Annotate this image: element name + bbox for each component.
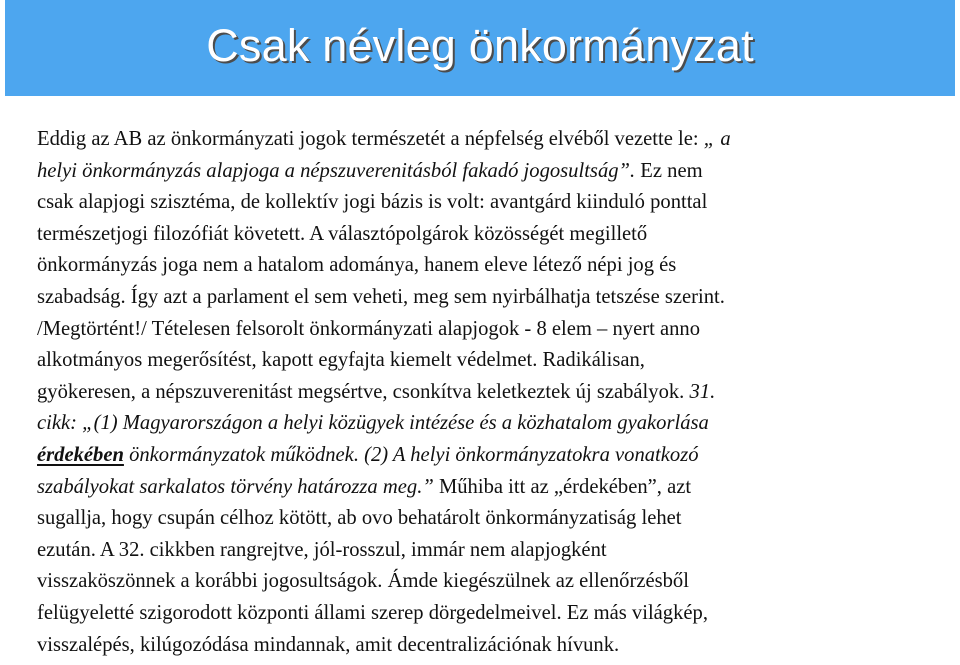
body-line <box>37 440 937 472</box>
body-line <box>37 566 937 598</box>
body-line <box>37 472 937 504</box>
body-text-segment: csak alapjogi szisztéma, de kollektív jogi bázis is volt: avantgárd kiinduló ponttal <box>37 191 708 214</box>
body-text-segment: Eddig az AB az önkormányzati jogok természetét a népfelség elvéből vezette le: <box>37 128 704 150</box>
body-text-segment: visszaköszönnek a korábbi jogosultságok. Ámde kiegészülnek az ellenőrzésből <box>37 570 689 593</box>
body-line <box>37 503 937 535</box>
body-text-segment: természetjogi filozófiát követett. A választópolgárok közösségét megillető <box>37 222 648 245</box>
body-line <box>37 282 937 314</box>
body-text-emphasis: 31. <box>689 380 716 403</box>
body-line <box>37 630 937 662</box>
body-text-segment: visszalépés, kilúgozódása mindannak, amit decentralizációnak hívunk. <box>37 633 620 656</box>
body-text-segment: felügyeletté szigorodott központi állami szerep dörgedelmeivel. Ez más világkép, <box>37 601 708 624</box>
body-text-emphasis: szabályokat sarkalatos törvény határozza meg.” <box>37 475 434 498</box>
body-line <box>37 124 937 156</box>
slide-title-band <box>5 0 955 96</box>
body-line <box>37 408 937 440</box>
body-text-segment: gyökeresen, a népszuverenitást megsértve, csonkítva keletkeztek új szabályok. <box>37 380 690 403</box>
body-line <box>37 187 937 219</box>
body-text-emphasis: cikk: „(1) Magyarországon a helyi közügyek intézése és a közhatalom gyakorlása <box>37 412 709 435</box>
body-line <box>37 598 937 630</box>
body-line <box>37 156 937 188</box>
body-text-segment: önkormányzás joga nem a hatalom adománya, hanem eleve létező népi jog és <box>37 254 677 277</box>
body-text-segment: /Megtörtént!/ Tételesen felsorolt önkormányzati alapjogok - 8 elem – nyert anno <box>37 317 700 340</box>
body-line <box>37 377 937 409</box>
slide-title: Csak névleg önkormányzat <box>206 20 754 71</box>
body-line <box>37 219 937 251</box>
body-text-emphasis: helyi önkormányzás alapjoga a népszuverenitásból fakadó jogosultság”. <box>37 159 636 182</box>
body-text-segment: szabadság. Így azt a parlament el sem veheti, meg sem nyirbálhatja tetszése szerint. <box>37 285 725 308</box>
body-line <box>37 314 937 346</box>
body-text-emphasis: érdekében <box>37 443 124 466</box>
body-text-emphasis: „ a <box>703 128 731 150</box>
body-text-segment: Műhiba itt az „érdekében”, azt <box>433 475 692 498</box>
body-line <box>37 535 937 567</box>
body-text-segment: Ez nem <box>635 159 703 182</box>
body-text-segment: alkotmányos megerősítést, kapott egyfajta kiemelt védelmet. Radikálisan, <box>37 349 645 372</box>
body-text-segment: sugallja, hogy csupán célhoz kötött, ab ovo behatárolt önkormányzatiság lehet <box>37 507 682 530</box>
body-line <box>37 250 937 282</box>
body-text-emphasis: önkormányzatok működnek. (2) A helyi önkormányzatokra vonatkozó <box>123 443 699 466</box>
body-text-segment: ezután. A 32. cikkben rangrejtve, jól-rosszul, immár nem alapjogként <box>37 538 607 561</box>
slide-body-text <box>37 124 937 661</box>
body-line <box>37 345 937 377</box>
